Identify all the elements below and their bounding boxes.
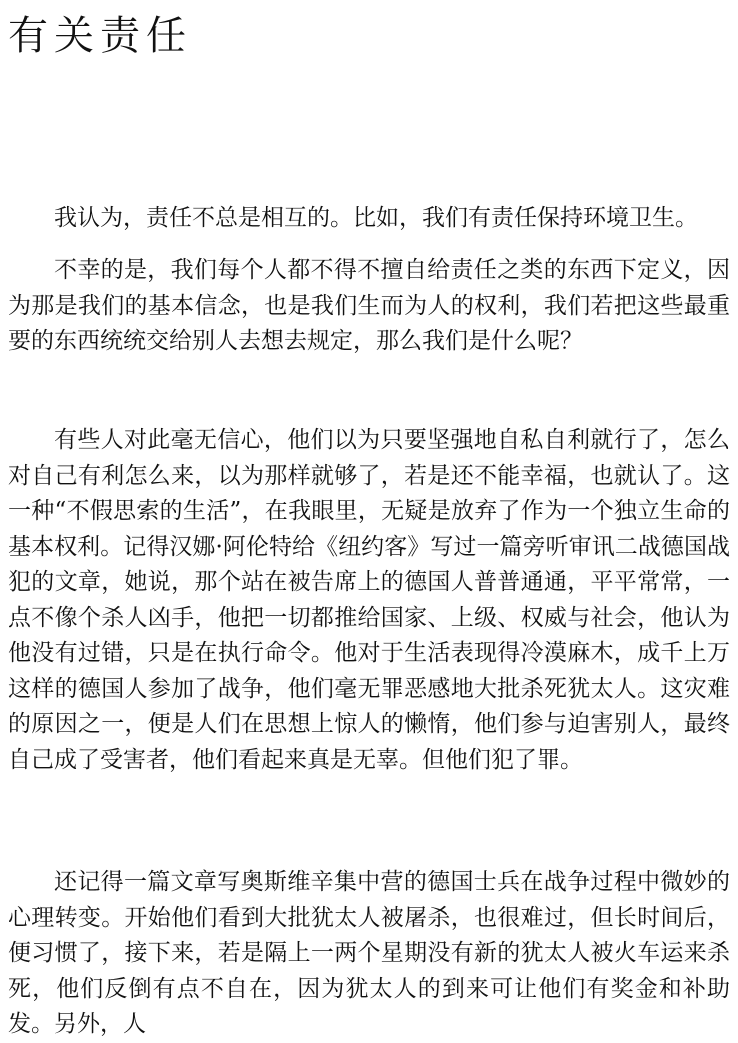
page-title: 有关责任 <box>8 13 192 59</box>
paragraph-4: 还记得一篇文章写奥斯维辛集中营的德国士兵在战争过程中微妙的心理转变。开始他们看到大批犹太人被屠杀，也很难过，但长时间后，便习惯了，接下来，若是隔上一两个星期没有新的犹太人被火车运来杀死，他们反倒有点不自在，因为犹太人的到来可让他们有奖金和补助发。另外，人 <box>8 869 730 1037</box>
paragraph-3: 有些人对此毫无信心，他们以为只要坚强地自私自利就行了，怎么对自己有利怎么来，以为那样就够了，若是还不能幸福，也就认了。这一种“不假思索的生活”，在我眼里，无疑是放弃了作为一个独立生命的基本权利。记得汉娜·阿伦特给《纽约客》写过一篇旁听审讯二战德国战犯的文章，她说，那个站在被告席上的德国人普普通通，平平常常，一点不像个杀人凶手，他把一切都推给国家、上级、权威与社会，他认为他没有过错，只是在执行命令。他对于生活表现得冷漠麻木，成千上万这样的德国人参加了战争，他们毫无罪恶感地大批杀死犹太人。这灾难的原因之一，便是人们在思想上惊人的懒惰，他们参与迫害别人，最终自己成了受害者，他们看起来真是无辜。但他们犯了罪。 <box>8 427 730 773</box>
paragraph-1: 我认为，责任不总是相互的。比如，我们有责任保持环境卫生。 <box>54 205 698 231</box>
paragraph-2: 不幸的是，我们每个人都不得不擅自给责任之类的东西下定义，因为那是我们的基本信念，也是我们生而为人的权利，我们若把这些最重要的东西统统交给别人去想去规定，那么我们是什么呢？ <box>8 257 730 354</box>
